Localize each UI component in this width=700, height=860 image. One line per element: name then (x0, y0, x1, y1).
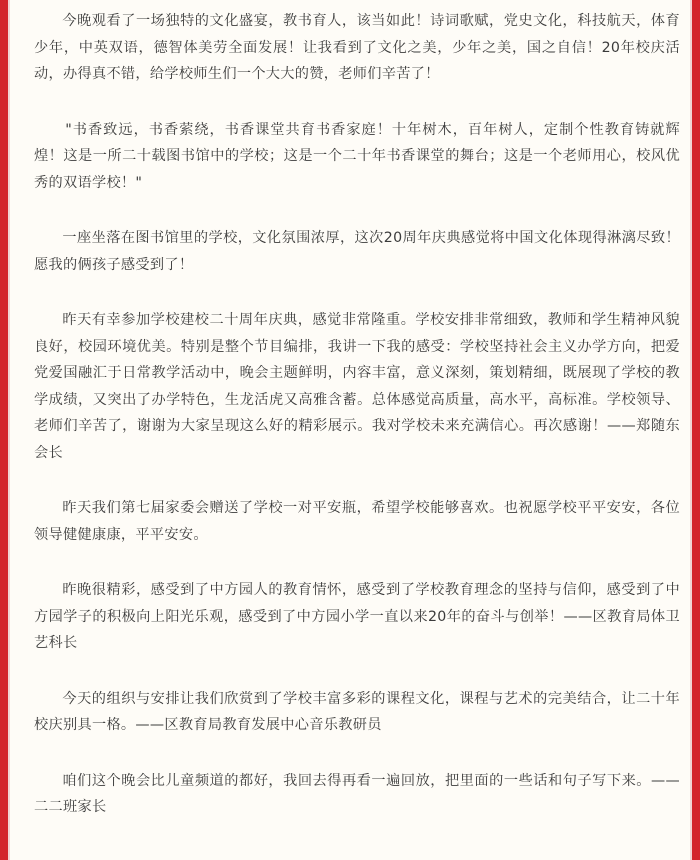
paragraph-6: 昨晚很精彩，感受到了中方园人的教育情怀，感受到了学校教育理念的坚持与信仰，感受到了中方园学子的积极向上阳光乐观，感受到了中方园小学一直以来20年的奋斗与创举！——区教育局体卫艺科长 (34, 582, 680, 651)
paragraph-4: 昨天有幸参加学校建校二十周年庆典，感觉非常隆重。学校安排非常细致，教师和学生精神风貌良好，校园环境优美。特别是整个节目编排，我讲一下我的感受：学校坚持社会主义办学方向，把爱党爱国融汇于日常教学活动中，晚会主题鲜明，内容丰富，意义深刻，策划精细，既展现了学校的教学成绩，又突出了办学特色，生龙活虎又高雅含蓄。总体感觉高质量，高水平，高标准。学校领导、老师们辛苦了，谢谢为大家呈现这么好的精彩展示。我对学校未来充满信心。再次感谢！——郑随东会长 (34, 312, 680, 461)
paragraph-2: "书香致远，书香萦绕，书香课堂共育书香家庭！十年树木，百年树人，定制个性教育铸就辉煌！这是一所二十载图书馆中的学校；这是一个二十年书香课堂的舞台；这是一个老师用心，校风优秀的双语学校！" (34, 121, 680, 191)
paragraph-1: 今晚观看了一场独特的文化盛宴，教书育人，该当如此！诗词歌赋，党史文化，科技航天，体育少年，中英双语，德智体美劳全面发展！让我看到了文化之美，少年之美，国之自信！20年校庆活动，办得真不错，给学校师生们一个大大的赞，老师们辛苦了！ (34, 13, 680, 82)
paragraph-8: 咱们这个晚会比儿童频道的都好，我回去得再看一遍回放，把里面的一些话和句子写下来。——二二班家长 (34, 772, 680, 815)
article-panel (10, 0, 690, 860)
paragraph-3: 一座坐落在图书馆里的学校，文化氛围浓厚，这次20周年庆典感觉将中国文化体现得淋漓尽致！愿我的俩孩子感受到了！ (34, 230, 680, 273)
paragraph-7: 今天的组织与安排让我们欣赏到了学校丰富多彩的课程文化，课程与艺术的完美结合，让二十年校庆别具一格。——区教育局教育发展中心音乐教研员 (34, 690, 680, 733)
paragraph-5: 昨天我们第七届家委会赠送了学校一对平安瓶，希望学校能够喜欢。也祝愿学校平平安安，各位领导健健康康，平平安安。 (34, 500, 680, 543)
article-body (34, 8, 680, 850)
